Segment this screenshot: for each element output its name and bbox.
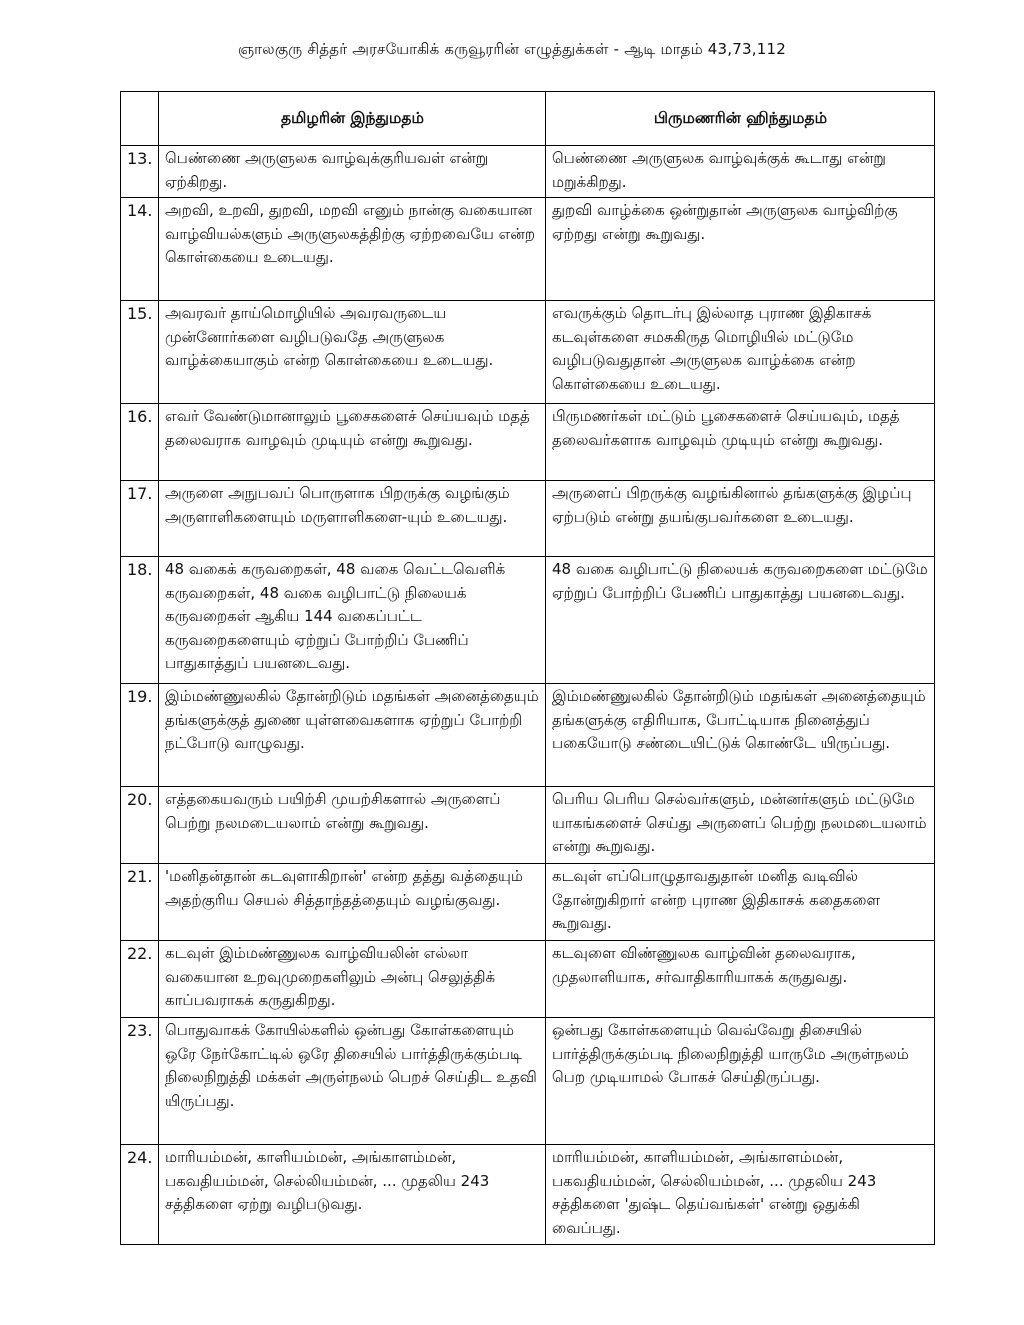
brahmin-hinduism-cell: ஒன்பது கோள்களையும் வெவ்வேறு திசையில் பார்த்திருக்கும்படி நிலைநிறுத்தி யாருமே அருள்நலம் பெற முடியாமல் போகச் செய்திருப்பது.: [546, 1018, 935, 1145]
table-row: [121, 198, 935, 301]
tamil-hinduism-cell: கடவுள் இம்மண்ணுலக வாழ்வியலின் எல்லா வகையான உறவுமுறைகளிலும் அன்பு செலுத்திக் காப்பவராகக் கருதுகிறது.: [159, 941, 546, 1018]
table-row: [121, 146, 935, 198]
brahmin-hinduism-cell: கடவுளை விண்ணுலக வாழ்வின் தலைவராக, முதலாளியாக, சர்வாதிகாரியாகக் கருதுவது.: [546, 941, 935, 1018]
tamil-hinduism-cell: அவரவர் தாய்மொழியில் அவரவருடைய முன்னோர்களை வழிபடுவதே அருளுலக வாழ்க்கையாகும் என்ற கொள்கையை உடையது.: [159, 301, 546, 404]
row-number: 16.: [121, 404, 159, 481]
row-number: 21.: [121, 864, 159, 941]
brahmin-hinduism-cell: பிருமணர்கள் மட்டும் பூசைகளைச் செய்யவும், மதத் தலைவர்களாக வாழவும் முடியும் என்று கூறுவது.: [546, 404, 935, 481]
row-number: 24.: [121, 1145, 159, 1245]
table-row: [121, 557, 935, 684]
tamil-hinduism-cell: 48 வகைக் கருவறைகள், 48 வகை வெட்டவெளிக் கருவறைகள், 48 வகை வழிபாட்டு நிலையக் கருவறைகள் ஆகிய 144 வகைப்பட்ட கருவறைகளையும் ஏற்றுப் போற்றிப் பேணிப் பாதுகாத்துப் பயனடைவது.: [159, 557, 546, 684]
table-row: [121, 684, 935, 787]
table-row: [121, 1145, 935, 1245]
brahmin-hinduism-cell: பெரிய பெரிய செல்வர்களும், மன்னர்களும் மட்டுமே யாகங்களைச் செய்து அருளைப் பெற்று நலமடையலாம் என்று கூறுவது.: [546, 787, 935, 864]
table-row: [121, 404, 935, 481]
tamil-hinduism-cell: அறவி, உறவி, துறவி, மறவி எனும் நான்கு வகையான வாழ்வியல்களும் அருளுலகத்திற்கு ஏற்றவையே என்ற கொள்கையை உடையது.: [159, 198, 546, 301]
brahmin-hinduism-cell: துறவி வாழ்க்கை ஒன்றுதான் அருளுலக வாழ்விற்கு ஏற்றது என்று கூறுவது.: [546, 198, 935, 301]
brahmin-hinduism-cell: 48 வகை வழிபாட்டு நிலையக் கருவறைகளை மட்டுமே ஏற்றுப் போற்றிப் பேணிப் பாதுகாத்து பயனடைவது.: [546, 557, 935, 684]
brahmin-hinduism-cell: பெண்ணை அருளுலக வாழ்வுக்குக் கூடாது என்று மறுக்கிறது.: [546, 146, 935, 198]
table-row: [121, 481, 935, 557]
row-number: 20.: [121, 787, 159, 864]
tamil-hinduism-cell: எவர் வேண்டுமானாலும் பூசைகளைச் செய்யவும் மதத் தலைவராக வாழவும் முடியும் என்று கூறுவது.: [159, 404, 546, 481]
tamil-hinduism-cell: அருளை அநுபவப் பொருளாக பிறருக்கு வழங்கும் அருளாளிகளையும் மருளாளிகளை-யும் உடையது.: [159, 481, 546, 557]
brahmin-hinduism-cell: மாரியம்மன், காளியம்மன், அங்காளம்மன், பகவதியம்மன், செல்லியம்மன், ... முதலிய 243 சத்திகளை 'துஷ்ட தெய்வங்கள்' என்று ஒதுக்கி வைப்பது.: [546, 1145, 935, 1245]
column-header-tamil-hinduism: தமிழரின் இந்துமதம்: [159, 92, 546, 146]
row-number: 18.: [121, 557, 159, 684]
tamil-hinduism-cell: பொதுவாகக் கோயில்களில் ஒன்பது கோள்களையும் ஒரே நேர்கோட்டில் ஒரே திசையில் பார்த்திருக்கும்படி நிலைநிறுத்தி மக்கள் அருள்நலம் பெறச் செய்திட உதவி யிருப்பது.: [159, 1018, 546, 1145]
table-row: [121, 864, 935, 941]
row-number: 15.: [121, 301, 159, 404]
row-number: 19.: [121, 684, 159, 787]
row-number: 22.: [121, 941, 159, 1018]
tamil-hinduism-cell: எத்தகையவரும் பயிற்சி முயற்சிகளால் அருளைப் பெற்று நலமடையலாம் என்று கூறுவது.: [159, 787, 546, 864]
column-header-number: [121, 92, 159, 146]
brahmin-hinduism-cell: இம்மண்ணுலகில் தோன்றிடும் மதங்கள் அனைத்தையும் தங்களுக்கு எதிரியாக, போட்டியாக நினைத்துப் பகையோடு சண்டையிட்டுக் கொண்டே யிருப்பது.: [546, 684, 935, 787]
row-number: 13.: [121, 146, 159, 198]
tamil-hinduism-cell: பெண்ணை அருளுலக வாழ்வுக்குரியவள் என்று ஏற்கிறது.: [159, 146, 546, 198]
table-header-row: [121, 92, 935, 146]
row-number: 14.: [121, 198, 159, 301]
tamil-hinduism-cell: மாரியம்மன், காளியம்மன், அங்காளம்மன், பகவதியம்மன், செல்லியம்மன், ... முதலிய 243 சத்திகளை ஏற்று வழிபடுவது.: [159, 1145, 546, 1245]
table-row: [121, 787, 935, 864]
row-number: 23.: [121, 1018, 159, 1145]
comparison-table: [120, 91, 935, 1245]
brahmin-hinduism-cell: எவருக்கும் தொடர்பு இல்லாத புராண இதிகாசக் கடவுள்களை சமசுகிருத மொழியில் மட்டுமே வழிபடுவதுதான் அருளுலக வாழ்க்கை என்ற கொள்கையை உடையது.: [546, 301, 935, 404]
table-row: [121, 301, 935, 404]
page-header: ஞாலகுரு சித்தர் அரசயோகிக் கருவூரரின் எழுத்துக்கள் - ஆடி மாதம் 43,73,112: [238, 40, 786, 58]
row-number: 17.: [121, 481, 159, 557]
brahmin-hinduism-cell: அருளைப் பிறருக்கு வழங்கினால் தங்களுக்கு இழப்பு ஏற்படும் என்று தயங்குபவர்களை உடையது.: [546, 481, 935, 557]
tamil-hinduism-cell: இம்மண்ணுலகில் தோன்றிடும் மதங்கள் அனைத்தையும் தங்களுக்குத் துணை யுள்ளவைகளாக ஏற்றுப் போற்றி நட்போடு வாழுவது.: [159, 684, 546, 787]
tamil-hinduism-cell: 'மனிதன்தான் கடவுளாகிறான்' என்ற தத்து வத்தையும் அதற்குரிய செயல் சித்தாந்தத்தையும் வழங்குவது.: [159, 864, 546, 941]
table-row: [121, 1018, 935, 1145]
table-row: [121, 941, 935, 1018]
brahmin-hinduism-cell: கடவுள் எப்பொழுதாவதுதான் மனித வடிவில் தோன்றுகிறார் என்ற புராண இதிகாசக் கதைகளை கூறுவது.: [546, 864, 935, 941]
column-header-brahmin-hinduism: பிருமணரின் ஹிந்துமதம்: [546, 92, 935, 146]
